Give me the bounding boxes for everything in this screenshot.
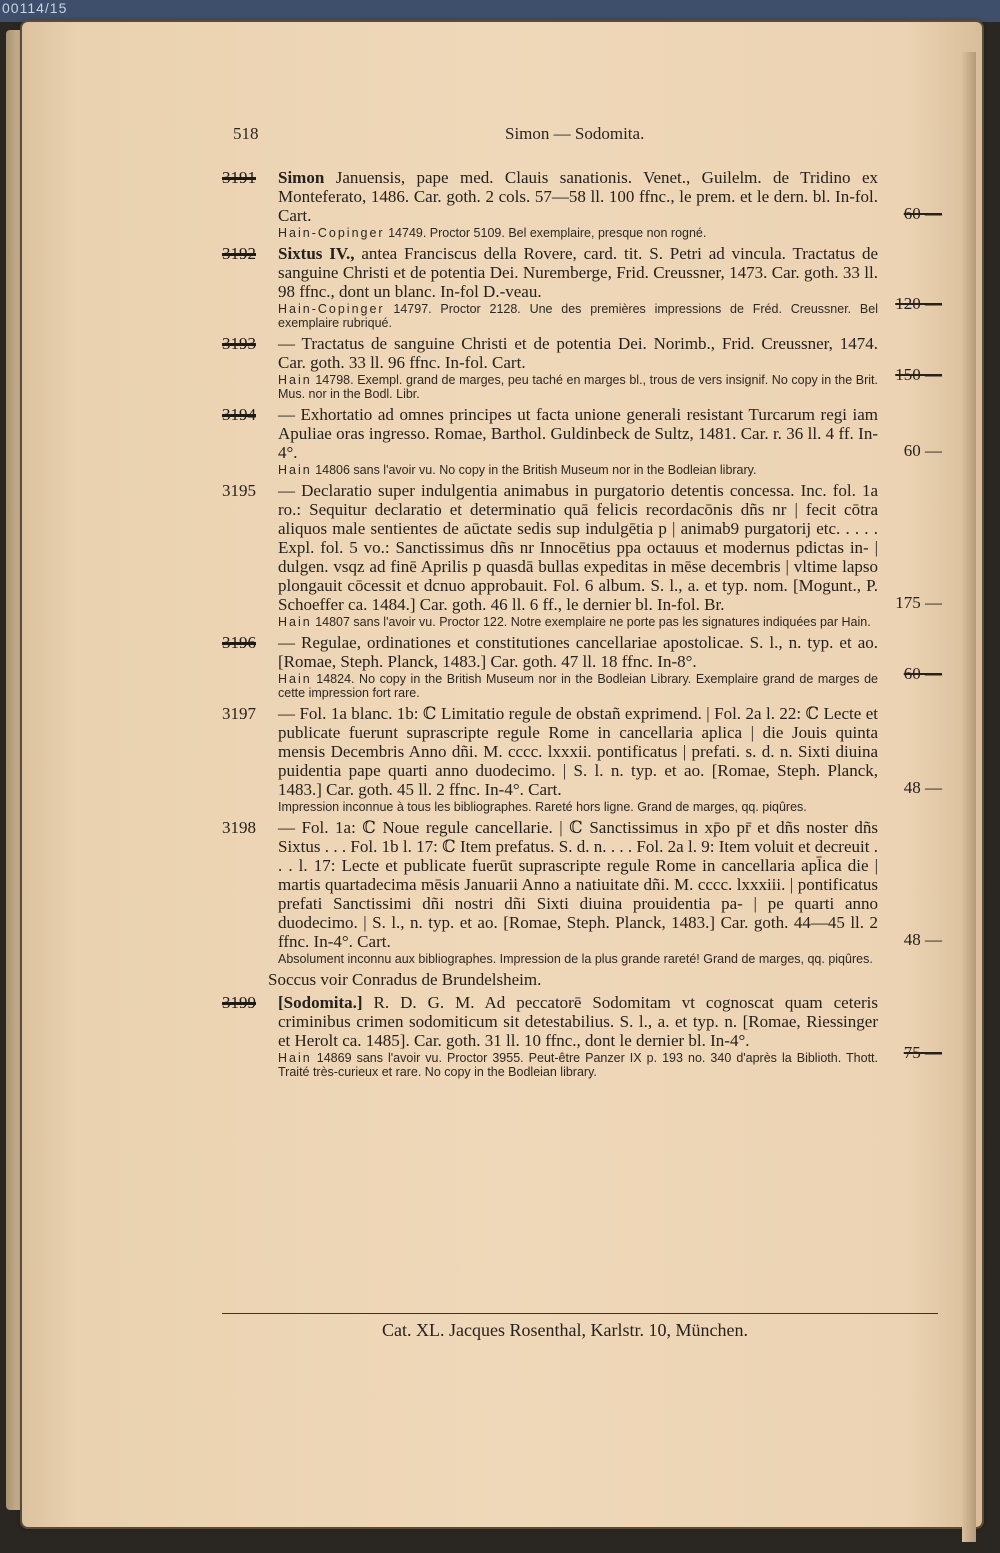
note-text: Absolument inconnu aux bibliographes. Impression de la plus grande rareté! Grand de marges, qq. piqûres. xyxy=(278,952,873,966)
note-text: 14749. Proctor 5109. Bel exemplaire, presque non rogné. xyxy=(388,226,707,240)
entry-body: antea Franciscus della Rovere, card. tit. S. Petri ad vincula. Tractatus de sanguine Christi et de potentia Dei. Nuremberge, Frid. Creussner, 1473. Car. goth. 33 ll. 98 ffnc., dont un blanc. In-fol D.-veau. xyxy=(278,244,878,301)
note-reference: Hain-Copinger xyxy=(278,226,385,240)
entry-description xyxy=(278,481,878,614)
note-text: Impression inconnue à tous les bibliographes. Rareté hors ligne. Grand de marges, qq. piqûres. xyxy=(278,800,807,814)
entry-price: 120 — xyxy=(895,294,942,313)
note-text: 14869 sans l'avoir vu. Proctor 3955. Peut-être Panzer IX p. 193 no. 340 d'après la Biblioth. Thott. Traité très-curieux et rare. No copy in the Bodleian library. xyxy=(278,1051,878,1079)
entry-number: 3196 xyxy=(222,633,256,652)
entry-description xyxy=(278,993,878,1050)
note-reference: Hain-Copinger xyxy=(278,302,385,316)
scan-top-edge xyxy=(0,0,1000,22)
bibliographic-note xyxy=(278,373,878,401)
catalog-entry xyxy=(222,168,942,240)
note-reference: Hain xyxy=(278,615,312,629)
note-text: 14797. Proctor 2128. Une des premières impressions de Fréd. Creussner. Bel exemplaire rubriqué. xyxy=(278,302,878,330)
entry-body: Januensis, pape med. Clauis sanationis. Venet., Guilelm. de Tridino ex Monteferato, 1486. Car. goth. 2 cols. 57—58 ll. 100 ffnc., le prem. et le dern. bl. In-fol. Cart. xyxy=(278,168,878,225)
entry-price: 48 — xyxy=(903,930,942,949)
bibliographic-note xyxy=(278,226,878,240)
entry-number: 3195 xyxy=(222,481,256,500)
catalog-entry xyxy=(222,993,942,1079)
entry-body: R. D. G. M. Ad peccatorē Sodomitam vt cognoscat quam ceteris criminibus crimen sodomiticum sit detestabilius. S. l., a. et typ. n. [Romae, Riessinger et Herolt ca. 1485]. Car. goth. 31 ll. 10 ffnc., dont le dernier bl. In-4°. xyxy=(278,993,878,1050)
bibliographic-note xyxy=(278,1051,878,1079)
entry-body: — Regulae, ordinationes et constitutiones cancellariae apostolicae. S. l., n. typ. et ao. [Romae, Steph. Planck, 1483.] Car. goth. 47 ll. 18 ffnc. In-8°. xyxy=(278,633,878,671)
entry-body: — Exhortatio ad omnes principes ut facta unione generali resistant Turcarum regi iam Apuliae oras ingresso. Romae, Barthol. Guldinbeck de Sultz, 1481. Car. r. 36 ll. 4 ff. In-4°. xyxy=(278,405,878,462)
bibliographic-note xyxy=(278,800,878,814)
bibliographic-note xyxy=(278,615,878,629)
page-fore-edge xyxy=(962,52,976,1542)
bibliographic-note xyxy=(278,463,878,477)
entry-body: — Tractatus de sanguine Christi et de potentia Dei. Norimb., Frid. Creussner, 1474. Car. goth. 33 ll. 96 ffnc. In-fol. Cart. xyxy=(278,334,878,372)
entry-description xyxy=(278,704,878,799)
catalog-entry xyxy=(222,405,942,477)
catalog-entry xyxy=(222,244,942,330)
page-number: 518 xyxy=(233,124,259,143)
note-text: 14798. Exempl. grand de marges, peu taché en marges bl., trous de vers insignif. No copy in the Brit. Mus. nor in the Bodl. Libr. xyxy=(278,373,878,401)
entry-heading: [Sodomita.] xyxy=(278,993,363,1012)
entry-heading: Sixtus IV., xyxy=(278,244,355,263)
bibliographic-note xyxy=(278,952,878,966)
catalog-entry xyxy=(222,334,942,401)
note-reference: Hain xyxy=(278,463,312,477)
entry-price: 75 — xyxy=(903,1043,942,1062)
entry-price: 60 — xyxy=(903,204,942,223)
note-text: 14807 sans l'avoir vu. Proctor 122. Notre exemplaire ne porte pas les signatures indiquées par Hain. xyxy=(315,615,871,629)
entry-number: 3199 xyxy=(222,993,256,1012)
entry-description xyxy=(278,818,878,951)
entry-number: 3192 xyxy=(222,244,256,263)
entry-price: 48 — xyxy=(903,778,942,797)
entry-body: — Fol. 1a: ℂ Noue regule cancellarie. | ℂ Sanctissimus in xp̄o pr̄ et dñs noster dñs Sixtus . . . Fol. 1b l. 17: ℂ Item prefatus. S. d. n. . . . Fol. 2a l. 9: Item voluit et decreuit . . . l. 17: Lecte et publicate fuerūt suprascripte regule Rome in cancellaria apl̄ica die | martis quartadecima mēsis Januarii Anno a natiuitate dñi. M. cccc. lxxxiii. | pontificatus prefati Sanctissimi dñi nostri dñi Sixti diuina prouidentia pa- | pe quarti anno duodecimo. | S. l., n. typ. et ao. [Romae, Steph. Planck, 1483.] Car. goth. 44—45 ll. 2 ffnc. In-4°. Cart. xyxy=(278,818,878,951)
running-title: Simon — Sodomita. xyxy=(505,124,645,143)
entry-description xyxy=(278,334,878,372)
note-text: 14824. No copy in the British Museum nor in the Bodleian Library. Exemplaire grand de marges de cette impression fort rare. xyxy=(278,672,878,700)
entry-description xyxy=(278,244,878,301)
footer-rule xyxy=(222,1313,938,1314)
entry-number: 3194 xyxy=(222,405,256,424)
note-reference: Hain xyxy=(278,373,312,387)
catalog-entry xyxy=(222,481,942,629)
entry-description xyxy=(278,168,878,225)
note-reference: Hain xyxy=(278,1051,312,1065)
entry-description xyxy=(278,405,878,462)
catalog-entries xyxy=(222,168,942,1083)
entry-body: — Declaratio super indulgentia animabus in purgatorio detentis concessa. Inc. fol. 1a ro.: Sequitur declaratio et determinatio quā felicis recordacōnis dñs nr | fecit cōtra aliquos male sentientes de aūctate sedis sup indulgētia p | animab9 purgatorij etc. . . . . Expl. fol. 5 vo.: Sanctissimus dñs nr Innocētius ppa octauus et modernus pdictas in- | dulgen. vsqz ad finē Aprilis p quasdā bullas expeditas in mēse decembris | vltime lapso plongauit cōcessit et dcnuo approbauit. Fol. 6 album. S. l., a. et typ. nom. [Mogunt., P. Schoeffer ca. 1484.] Car. goth. 46 ll. 6 ff., le dernier bl. In-fol. Br. xyxy=(278,481,878,614)
bibliographic-note xyxy=(278,672,878,700)
entry-price: 60 — xyxy=(903,664,942,683)
catalog-entry xyxy=(222,704,942,814)
note-reference: Hain xyxy=(278,672,312,686)
catalog-entry xyxy=(222,633,942,700)
entry-heading: Simon xyxy=(278,168,325,187)
catalog-entry xyxy=(222,818,942,966)
scan-label: 00114/15 xyxy=(2,0,68,16)
entry-number: 3198 xyxy=(222,818,256,837)
entry-body: — Fol. 1a blanc. 1b: ℂ Limitatio regule de obstañ exprimend. | Fol. 2a l. 22: ℂ Lecte et publicate fuerunt suprascripte regule Rome in cancellaria aplica | die Jouis quinta mensis Decembris Anno dñi. M. cccc. lxxxii. pontificatus | prefati. s. d. n. Sixti diuina puidentia pape quarti anno duodecimo. | S. l. n. typ. et ao. [Romae, Steph. Planck, 1483.] Car. goth. 45 ll. 2 ffnc. In-4°. Cart. xyxy=(278,704,878,799)
page-header xyxy=(233,124,933,150)
cross-reference: Soccus voir Conradus de Brundelsheim. xyxy=(268,970,542,989)
page-footer: Cat. XL. Jacques Rosenthal, Karlstr. 10, München. xyxy=(382,1320,748,1340)
entry-number: 3191 xyxy=(222,168,256,187)
entry-price: 60 — xyxy=(903,441,942,460)
entry-price: 175 — xyxy=(895,593,942,612)
entry-number: 3193 xyxy=(222,334,256,353)
entry-description xyxy=(278,633,878,671)
entry-number: 3197 xyxy=(222,704,256,723)
entry-price: 150 — xyxy=(895,365,942,384)
bibliographic-note xyxy=(278,302,878,330)
note-text: 14806 sans l'avoir vu. No copy in the British Museum nor in the Bodleian library. xyxy=(315,463,757,477)
